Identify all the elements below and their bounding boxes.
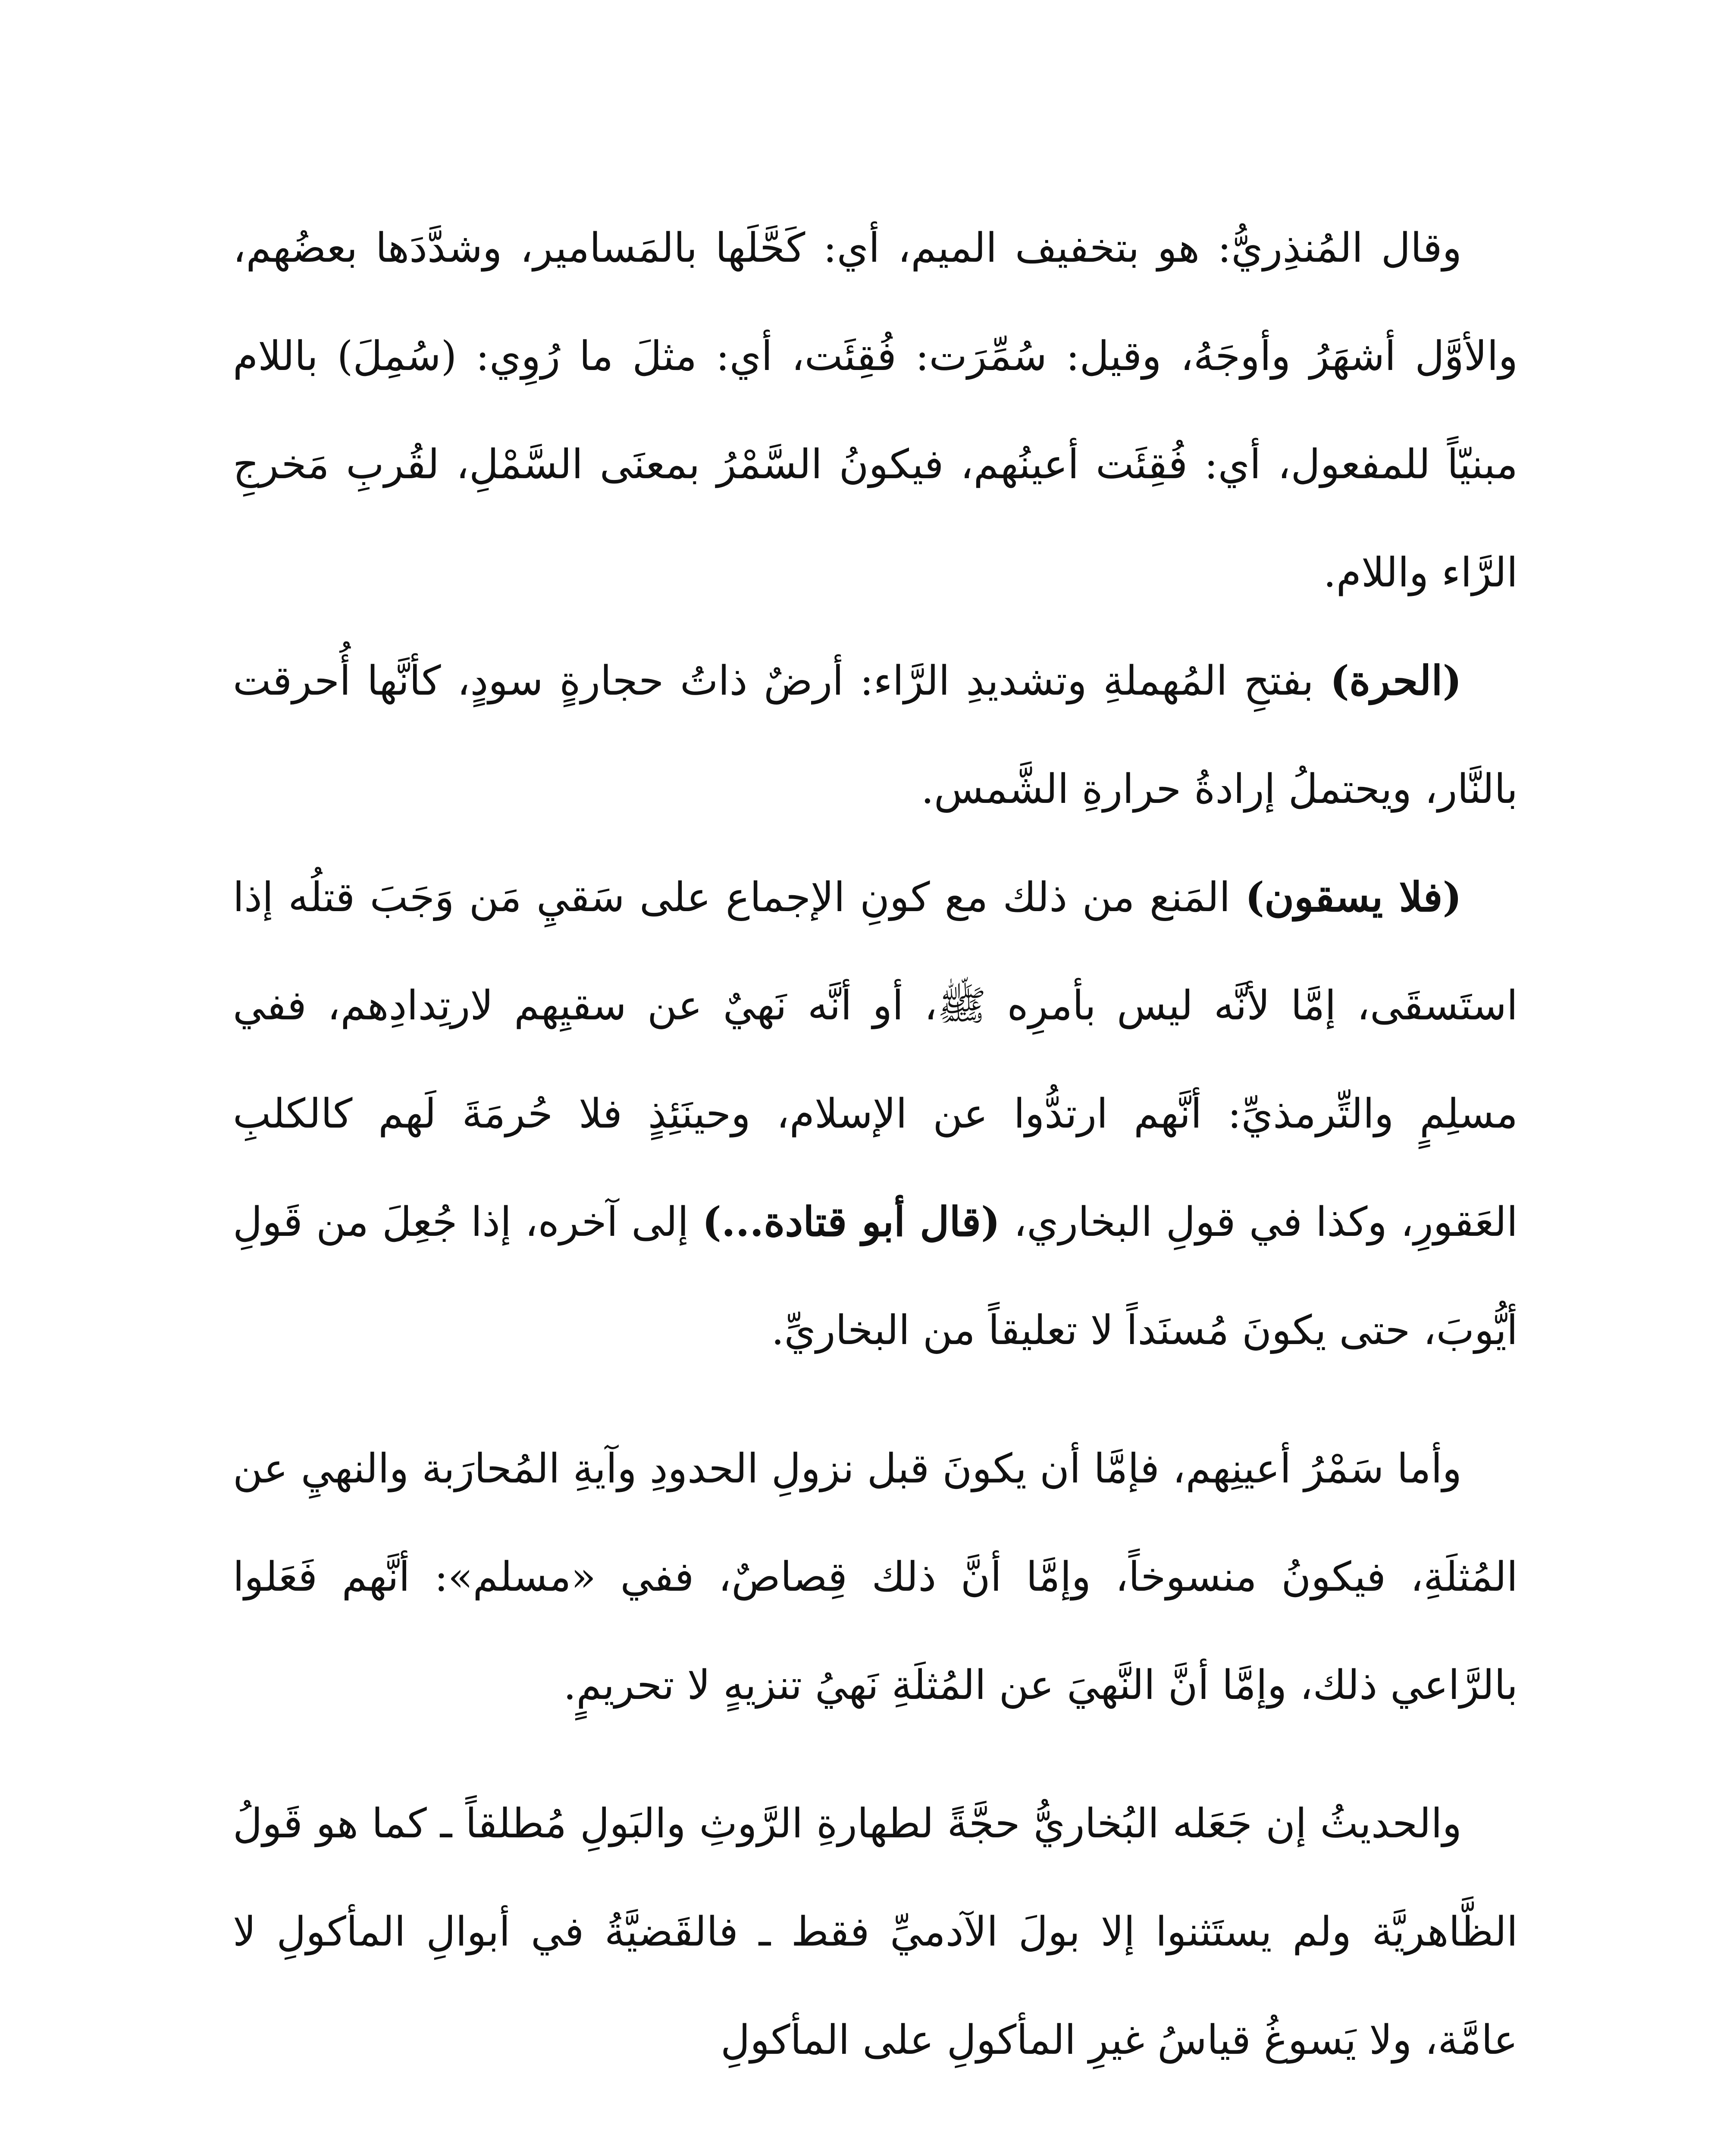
text-run: إلى آخره، إذا جُعِلَ من قَولِ أيُّوبَ، حتى يكونَ مُسنَداً لا تعليقاً من البخاريِّ.: [233, 1199, 1518, 1354]
bold-headword: (قال أبو قتادة...): [702, 1198, 1000, 1246]
text-run: وأما سَمْرُ أعينِهم، فإمَّا أن يكونَ قبل نزولِ الحدودِ وآيةِ المُحارَبة والنهيِ عن المُثلَةِ، فيكونُ منسوخاً، وإمَّا أنَّ ذلك قِصاصٌ، ففي «مسلم»: أنَّهم فَعَلوا بالرَّاعي ذلك، وإمَّا أنَّ النَّهيَ عن المُثلَةِ نَهيُ تنزيهٍ لا تحريمٍ.: [233, 1445, 1518, 1709]
paragraph-2: [233, 627, 1518, 843]
text-run: وقال المُنذِريُّ: هو بتخفيف الميم، أي: كَحَّلَها بالمَسامير، وشدَّدَها بعضُهم، والأوَّل أشهَرُ وأوجَهُ، وقيل: سُمِّرَت: فُقِئَت، أي: مثلَ ما رُوِي: (سُمِلَ) باللام مبنيّاً للمفعول، أي: فُقِئَت أعينُهم، فيكونُ السَّمْرُ بمعنَى السَّمْلِ، لقُربِ مَخرجِ الرَّاء واللام.: [233, 225, 1518, 596]
text-run: المَنع من ذلك مع كونِ الإجماع على سَقيِ مَن وَجَبَ قتلُه إذا استَسقَى، إمَّا لأنَّه ليس بأمرِه ﷺ، أو أنَّه نَهيٌ عن سقيِهم لارتِدادِهم، ففي مسلِمٍ والتِّرمذيِّ: أنَّهم ارتدُّوا عن الإسلام، وحينَئِذٍ فلا حُرمَةَ لَهم كالكلبِ العَقورِ، وكذا في قولِ البخاري،: [233, 874, 1518, 1246]
text-run: بفتحِ المُهملةِ وتشديدِ الرَّاء: أرضٌ ذاتُ حجارةٍ سودٍ، كأنَّها أُحرقت بالنَّار، ويحتملُ إرادةُ حرارةِ الشَّمس.: [233, 658, 1518, 813]
paragraph-1: [233, 194, 1518, 627]
paragraph-3: [233, 843, 1518, 1385]
text-run: والحديثُ إن جَعَله البُخاريُّ حجَّةً لطهارةِ الرَّوثِ والبَولِ مُطلقاً ـ كما هو قَولُ الظَّاهريَّة ولم يستَثنوا إلا بولَ الآدميِّ فقط ـ فالقَضيَّةُ في أبوالِ المأكولِ لا عامَّة، ولا يَسوغُ قياسُ غيرِ المأكولِ على المأكولِ: [233, 1800, 1518, 2064]
bold-headword: (الحرة): [1330, 657, 1462, 705]
body-text: [233, 194, 1518, 2094]
paragraph-4: [233, 1415, 1518, 1739]
bold-headword: (فلا يسقون): [1245, 874, 1462, 921]
paragraph-5: [233, 1770, 1518, 2094]
